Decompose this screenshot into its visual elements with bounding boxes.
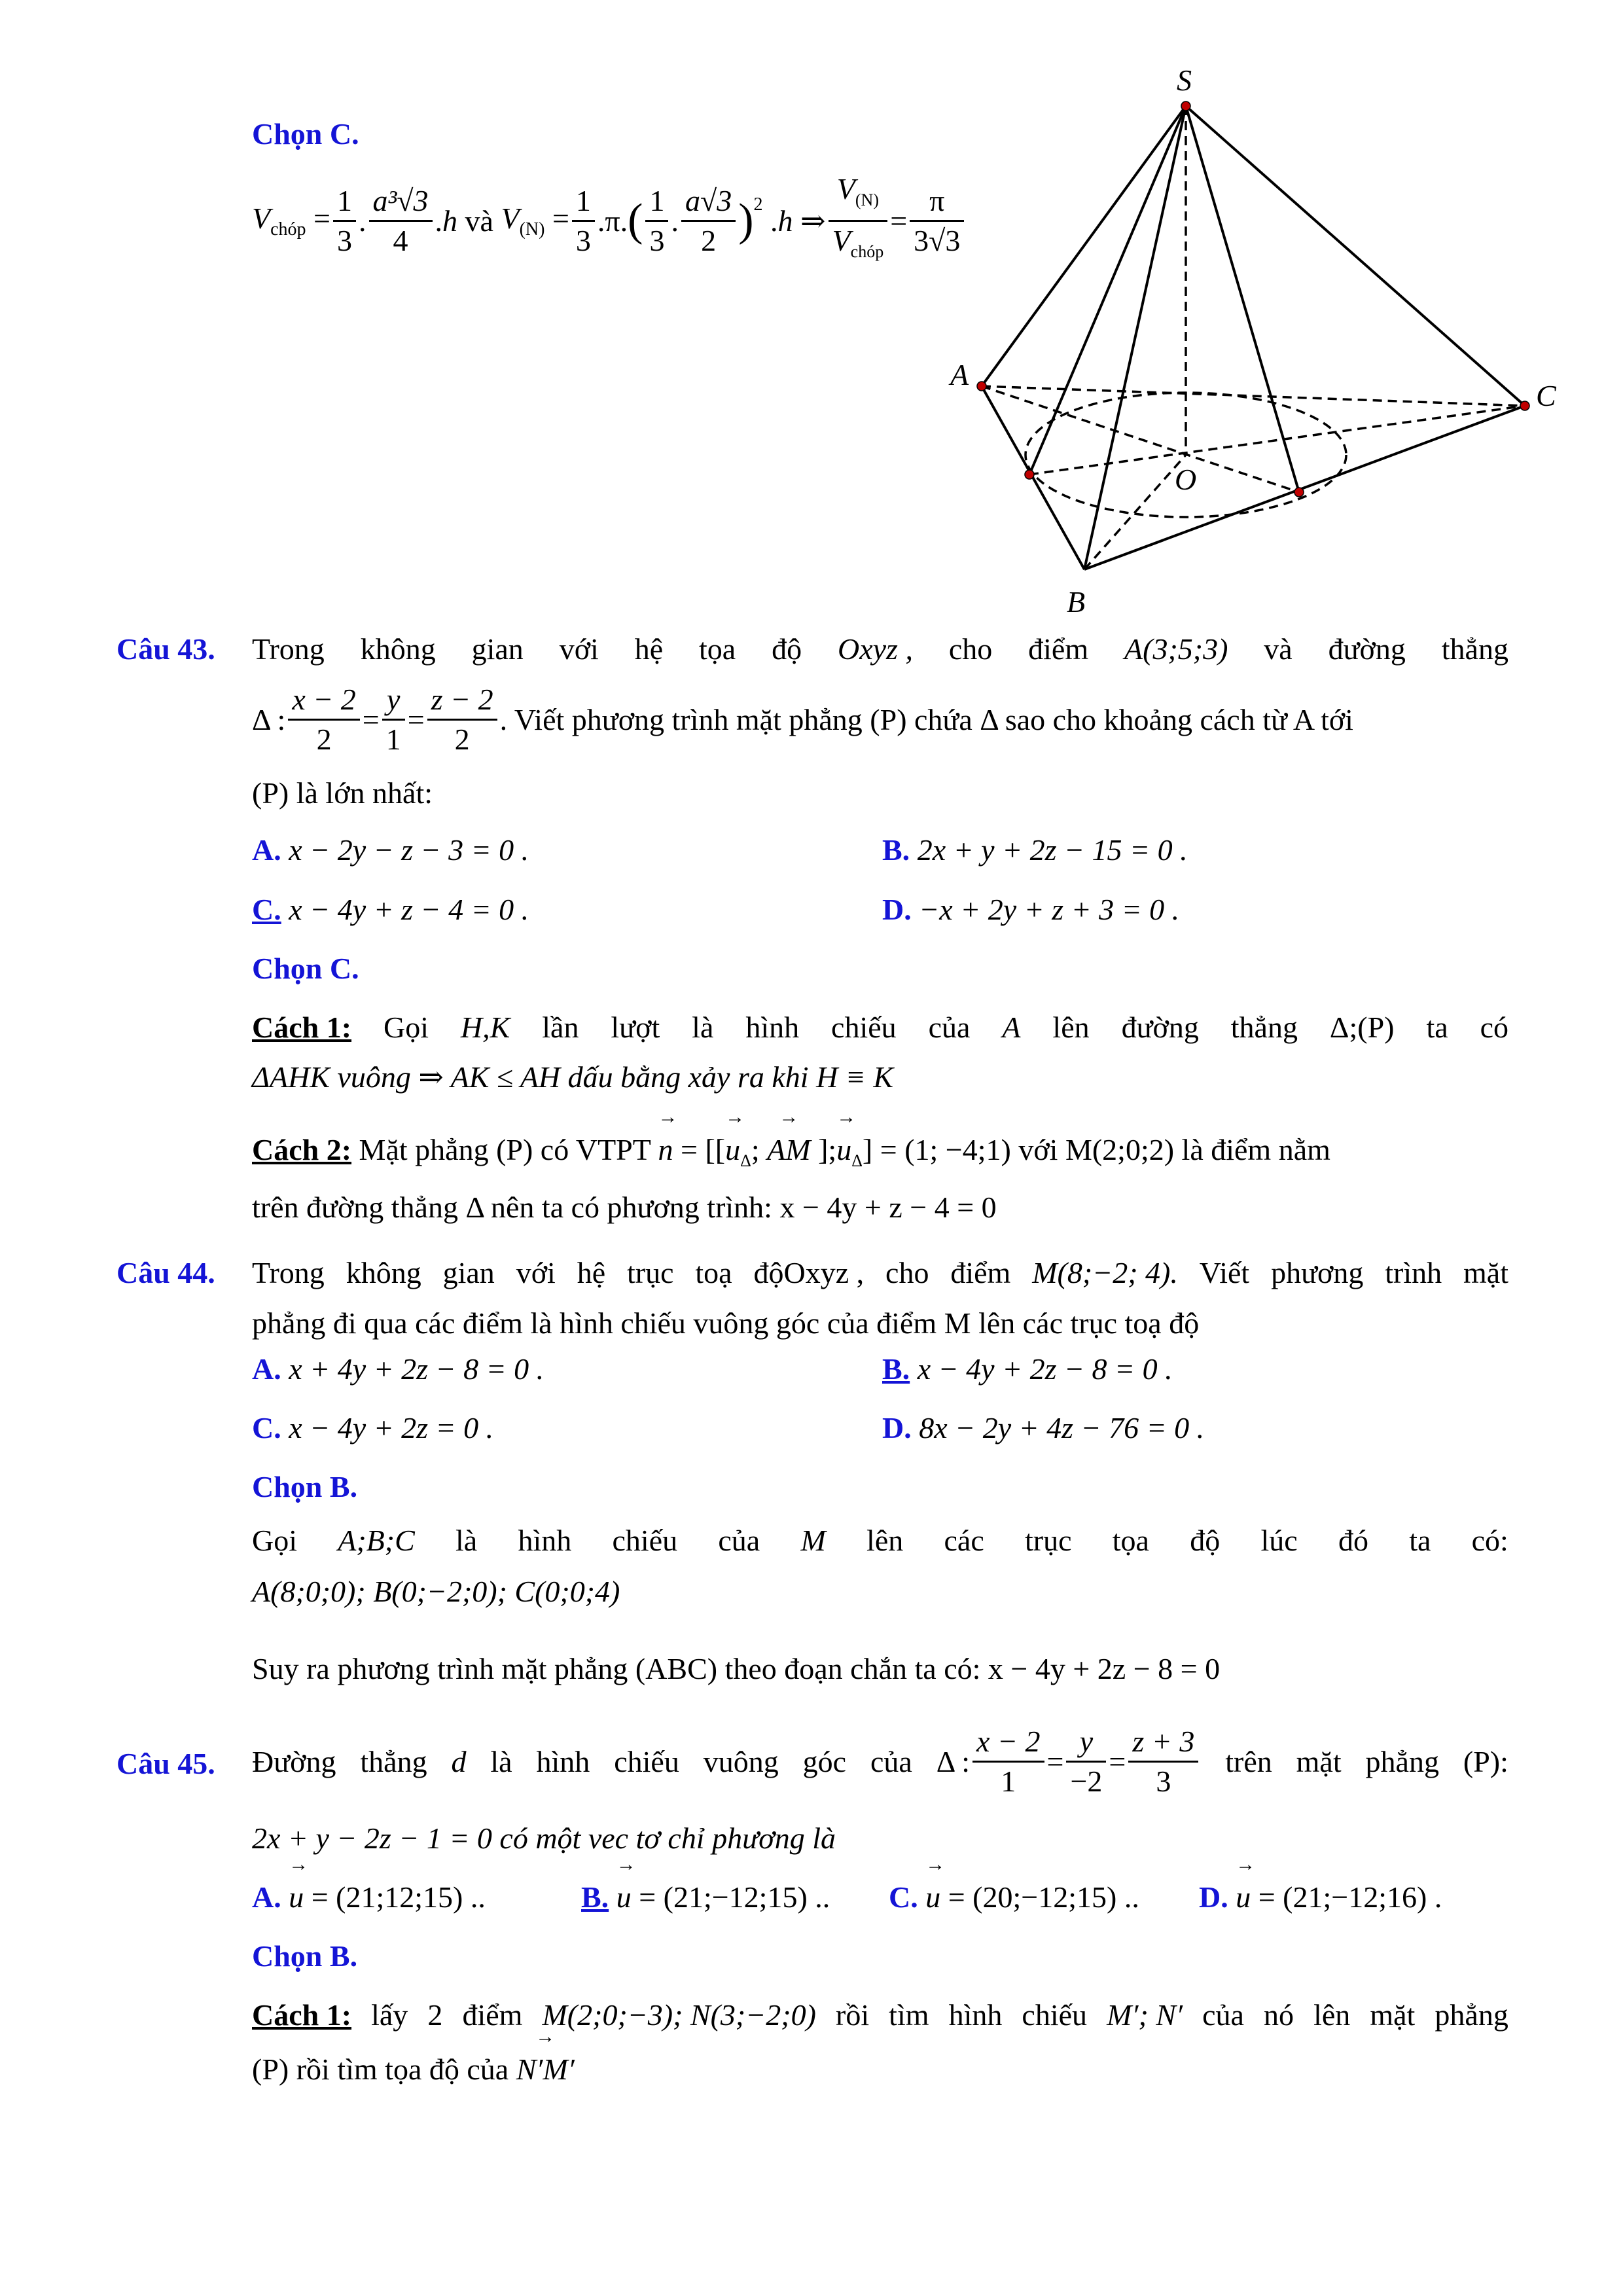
q45-label: Câu 45. <box>116 1747 215 1780</box>
q43-cach2-line1: Cách 2: Mặt phẳng (P) có VTPT → n = [[→ $u_\Delta$; → AM ];→ $u_\Delta] = (1$; −4;1) với M(2;0;2) là điểm nằm <box>252 1132 1330 1171</box>
q43-answer: Chọn C. <box>252 952 359 985</box>
label-b: B <box>1067 585 1086 619</box>
q44-option-a[interactable]: A. x + 4y + 2z − 8 = 0 . <box>252 1352 544 1386</box>
q45-line1: Đường thẳng d là hình chiếu vuông góc của Δ : $\frac{x - 2}{1}$ = $\frac{y}{-2}$ = $\frac{z + 3}{3}$ trên mặt phẳng (P): <box>252 1723 1508 1801</box>
q43-cach1-line1: Cách 1: Gọi H,K lần lượt là hình chiếu của A lên đường thẳng Δ;(P) ta có <box>252 1011 1508 1044</box>
q44-solution-line2: A(8;0;0); B(0;−2;0); C(0;0;4) <box>252 1575 620 1608</box>
q44-line2: phẳng đi qua các điểm là hình chiếu vuông góc của điểm M lên các trục toạ độ <box>252 1306 1200 1340</box>
q45-line2: 2x + y − 2z − 1 = 0 có một vec tơ chỉ phương là <box>252 1821 836 1855</box>
q45-answer: Chọn B. <box>252 1939 358 1973</box>
median-b <box>1084 455 1186 569</box>
q44-option-c[interactable]: C. x − 4y + 2z = 0 . <box>252 1411 494 1444</box>
frac-one-third-a: $\frac{1}{3}$ <box>333 182 356 260</box>
q45-cach1-line2: (P) rồi tìm tọa độ của → N′M′ <box>252 2052 575 2087</box>
q44-line1: Trong không gian với hệ trục toạ độOxyz , cho điểm M(8;−2; 4). Viết phương trình mặt <box>252 1256 1508 1289</box>
q43-line2: Δ : $\frac{x - 2}{2}$ = $\frac{y}{1}$ = $\frac{z - 2}{2}$ . Viết phương trình mặt phẳng (P) chứa Δ sao cho khoảng cách từ A tới <box>252 681 1353 759</box>
frac-one-third-c: $\frac{1}{3}$ <box>645 182 668 260</box>
and-word: và <box>465 204 493 238</box>
frac-vn-over-vchop: $\frac{V_{(N)}}{V_{chóp}}$ <box>829 170 888 270</box>
q43-label: Câu 43. <box>116 632 215 666</box>
edge-s-tangent2 <box>1186 106 1299 492</box>
q44-answer: Chọn B. <box>252 1470 358 1503</box>
label-s: S <box>1177 63 1192 97</box>
q44-option-b[interactable]: B. x − 4y + 2z − 8 = 0 . <box>882 1352 1173 1386</box>
v-chop-sub: chóp <box>270 219 306 240</box>
q43-line1: Trong không gian với hệ tọa độ Oxyz , cho điểm A(3;5;3) và đường thẳng <box>252 632 1508 666</box>
q44-label: Câu 44. <box>116 1256 215 1289</box>
label-o: O <box>1175 463 1197 496</box>
q43-cach2-line2: trên đường thẳng Δ nên ta có phương trình: x − 4y + z − 4 = 0 <box>252 1191 997 1224</box>
edge-sc <box>1186 106 1525 406</box>
pyramid-figure <box>916 52 1571 628</box>
q44-solution-line3: Suy ra phương trình mặt phẳng (ABC) theo đoạn chắn ta có: x − 4y + 2z − 8 = 0 <box>252 1652 1221 1685</box>
q43-option-d[interactable]: D. −x + 2y + z + 3 = 0 . <box>882 893 1180 926</box>
q43-option-a[interactable]: A. x − 2y − z − 3 = 0 . <box>252 833 529 867</box>
q45-option-c[interactable]: C. → u = (20;−12;15) .. <box>889 1880 1139 1914</box>
q43-cach1-line2: ΔAHK vuông ⇒ AK ≤ AH dấu bằng xảy ra khi H ≡ K <box>252 1060 894 1094</box>
top-answer: Chọn C. <box>252 117 359 151</box>
q43-option-c[interactable]: C. x − 4y + z − 4 = 0 . <box>252 893 529 926</box>
label-c: C <box>1536 379 1556 412</box>
q45-cach1-line1: Cách 1: lấy 2 điểm M(2;0;−3); N(3;−2;0) rồi tìm hình chiếu M′; N′ của nó lên mặt phẳng <box>252 1998 1508 2032</box>
q45-option-d[interactable]: D. → u = (21;−12;16) . <box>1199 1880 1442 1914</box>
edge-bc <box>1084 406 1525 569</box>
frac-a3-sqrt3: $\frac{\text{a³√3}}{4}$ <box>369 182 433 260</box>
q43-option-b[interactable]: B. 2x + y + 2z − 15 = 0 . <box>882 833 1188 867</box>
frac-pi-over-3sqrt3: $\frac{\pi}{3√3}$ <box>910 182 964 260</box>
q44-option-d[interactable]: D. 8x − 2y + 4z − 76 = 0 . <box>882 1411 1205 1444</box>
label-a: A <box>950 358 969 391</box>
q45-option-b[interactable]: B. → u = (21;−12;15) .. <box>581 1880 830 1914</box>
q44-solution-line1: Gọi A;B;C là hình chiếu của M lên các trục tọa độ lúc đó ta có: <box>252 1524 1508 1557</box>
q45-option-a[interactable]: A. → u = (21;12;15) .. <box>252 1880 486 1914</box>
q43-line3: (P) là lớn nhất: <box>252 776 433 810</box>
frac-one-third-b: $\frac{1}{3}$ <box>572 182 595 260</box>
frac-a-sqrt3-over-2: $\frac{a√3}{2}$ <box>681 182 736 260</box>
volume-formula: $V_{chóp}$ = $\frac{1}{3}$ . $\frac{\text{a³√3}}{4}$ .h và $V_{(N)}$ = $\frac{1}{3}$ . π . ( $\frac{1}{3}$ . $\frac{a√3}{2}$ ) $^2$ .h ⇒ $\frac{V_{(N)}}{V_{chóp}}$ = $\frac{\pi}{3√3}$ <box>252 171 967 270</box>
